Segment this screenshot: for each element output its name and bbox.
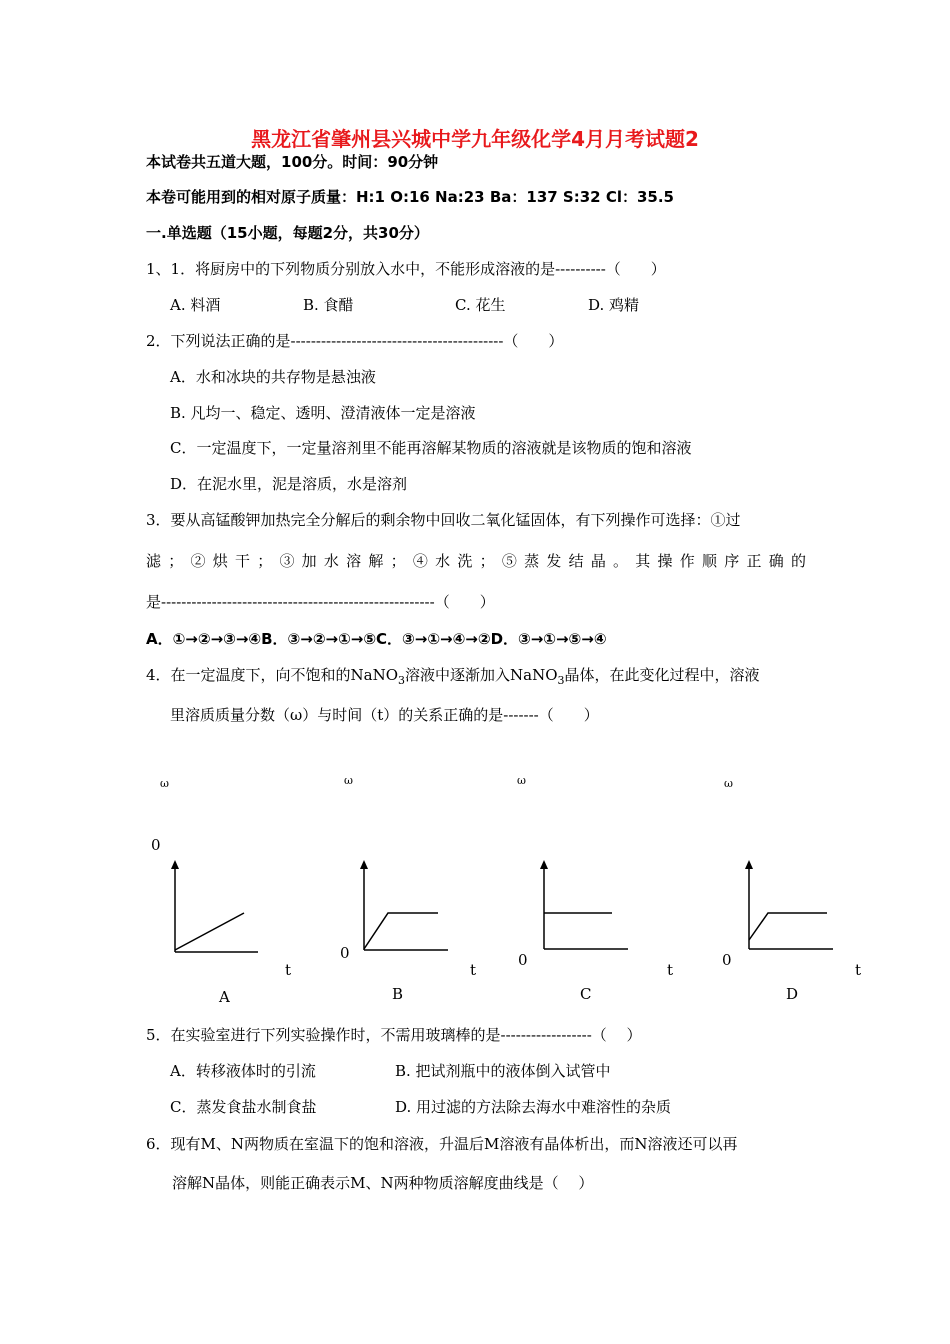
question-3-line1: 3．要从高锰酸钾加热完全分解后的剩余物中回收二氧化锰固体，有下列操作可选择：①过: [146, 511, 741, 529]
q4-subscript-1: 3: [398, 674, 406, 687]
q1-option-d: D. 鸡精: [588, 296, 640, 314]
question-3-line2: 滤；②烘干；③加水溶解；④水洗；⑤蒸发结晶。其操作顺序正确的: [146, 552, 806, 570]
q4-subscript-2: 3: [557, 674, 565, 687]
graph-b-curve: [364, 913, 438, 949]
graph-d-t-label: t: [855, 961, 862, 979]
graph-a-caption: A: [219, 988, 230, 1006]
section-heading: 一.单选题（15小题，每题2分，共30分）: [146, 224, 429, 242]
graph-a: [160, 860, 260, 960]
q1-option-b: B. 食醋: [303, 296, 354, 314]
q2-option-a: A．水和冰块的共存物是悬浊液: [170, 368, 376, 386]
q3-options: A．①→②→③→④B．③→②→①→⑤C．③→①→④→②D．③→①→⑤→④: [146, 630, 607, 648]
graph-d-omega-label: ω: [724, 777, 733, 790]
atomic-masses: 本卷可能用到的相对原子质量：H:1 O:16 Na:23 Ba：137 S:32 Cl：35.5: [146, 188, 674, 206]
q2-option-d: D．在泥水里，泥是溶质，水是溶剂: [170, 475, 408, 493]
graph-d: [735, 860, 835, 960]
q2-option-b: B. 凡均一、稳定、透明、澄清液体一定是溶液: [170, 404, 476, 422]
question-1-stem: 1、1．将厨房中的下列物质分别放入水中，不能形成溶液的是----------（ ）: [146, 260, 666, 278]
question-4-line2: 里溶质质量分数（ω）与时间（t）的关系正确的是-------（ ）: [170, 706, 599, 724]
question-6-line2: 溶解N晶体，则能正确表示M、N两种物质溶解度曲线是（ ）: [172, 1174, 594, 1192]
graph-b-t-label: t: [470, 961, 477, 979]
graph-d-arrow: [745, 860, 753, 869]
q5-option-d: D. 用过滤的方法除去海水中难溶性的杂质: [395, 1098, 672, 1116]
graph-a-arrow: [171, 860, 179, 869]
q1-option-c: C. 花生: [455, 296, 506, 314]
graph-a-origin-label: 0: [151, 836, 161, 854]
graph-b: [350, 860, 450, 960]
question-5-stem: 5．在实验室进行下列实验操作时，不需用玻璃棒的是------------------（ ）: [146, 1026, 642, 1044]
graph-b-arrow: [360, 860, 368, 869]
graph-a-curve: [175, 913, 244, 950]
exam-info: 本试卷共五道大题，100分。时间：90分钟: [146, 153, 439, 171]
graph-c-caption: C: [580, 985, 592, 1003]
question-3-line3: 是------------------------------------------------------（ ）: [146, 593, 495, 611]
exam-title: 黑龙江省肇州县兴城中学九年级化学4月月考试题2: [251, 127, 699, 151]
q5-option-a: A．转移液体时的引流: [170, 1062, 316, 1080]
graph-d-origin-label: 0: [722, 951, 732, 969]
graph-b-origin-label: 0: [340, 944, 350, 962]
question-2-stem: 2．下列说法正确的是------------------------------------------（ ）: [146, 332, 564, 350]
graph-b-omega-label: ω: [344, 774, 353, 787]
q4-text-a: 4．在一定温度下，向不饱和的NaNO: [146, 666, 399, 684]
graph-c-origin-label: 0: [518, 951, 528, 969]
graph-d-caption: D: [786, 985, 799, 1003]
question-6-line1: 6．现有M、N两物质在室温下的饱和溶液，升温后M溶液有晶体析出，而N溶液还可以再: [146, 1135, 738, 1153]
graph-c-t-label: t: [667, 961, 674, 979]
q5-option-b: B. 把试剂瓶中的液体倒入试管中: [395, 1062, 611, 1080]
graph-c: [530, 860, 630, 960]
q4-text-c: 晶体，在此变化过程中，溶液: [564, 666, 760, 684]
q5-option-c: C．蒸发食盐水制食盐: [170, 1098, 317, 1116]
q4-text-b: 溶液中逐渐加入NaNO: [405, 666, 558, 684]
graph-a-omega-label: ω: [160, 777, 169, 790]
graph-c-omega-label: ω: [517, 774, 526, 787]
graph-c-arrow: [540, 860, 548, 869]
graph-a-t-label: t: [285, 961, 292, 979]
graph-b-caption: B: [392, 985, 404, 1003]
graph-d-curve: [749, 913, 827, 940]
q1-option-a: A. 料酒: [170, 296, 221, 314]
q2-option-c: C．一定温度下，一定量溶剂里不能再溶解某物质的溶液就是该物质的饱和溶液: [170, 439, 692, 457]
question-4-line1: [146, 668, 760, 686]
